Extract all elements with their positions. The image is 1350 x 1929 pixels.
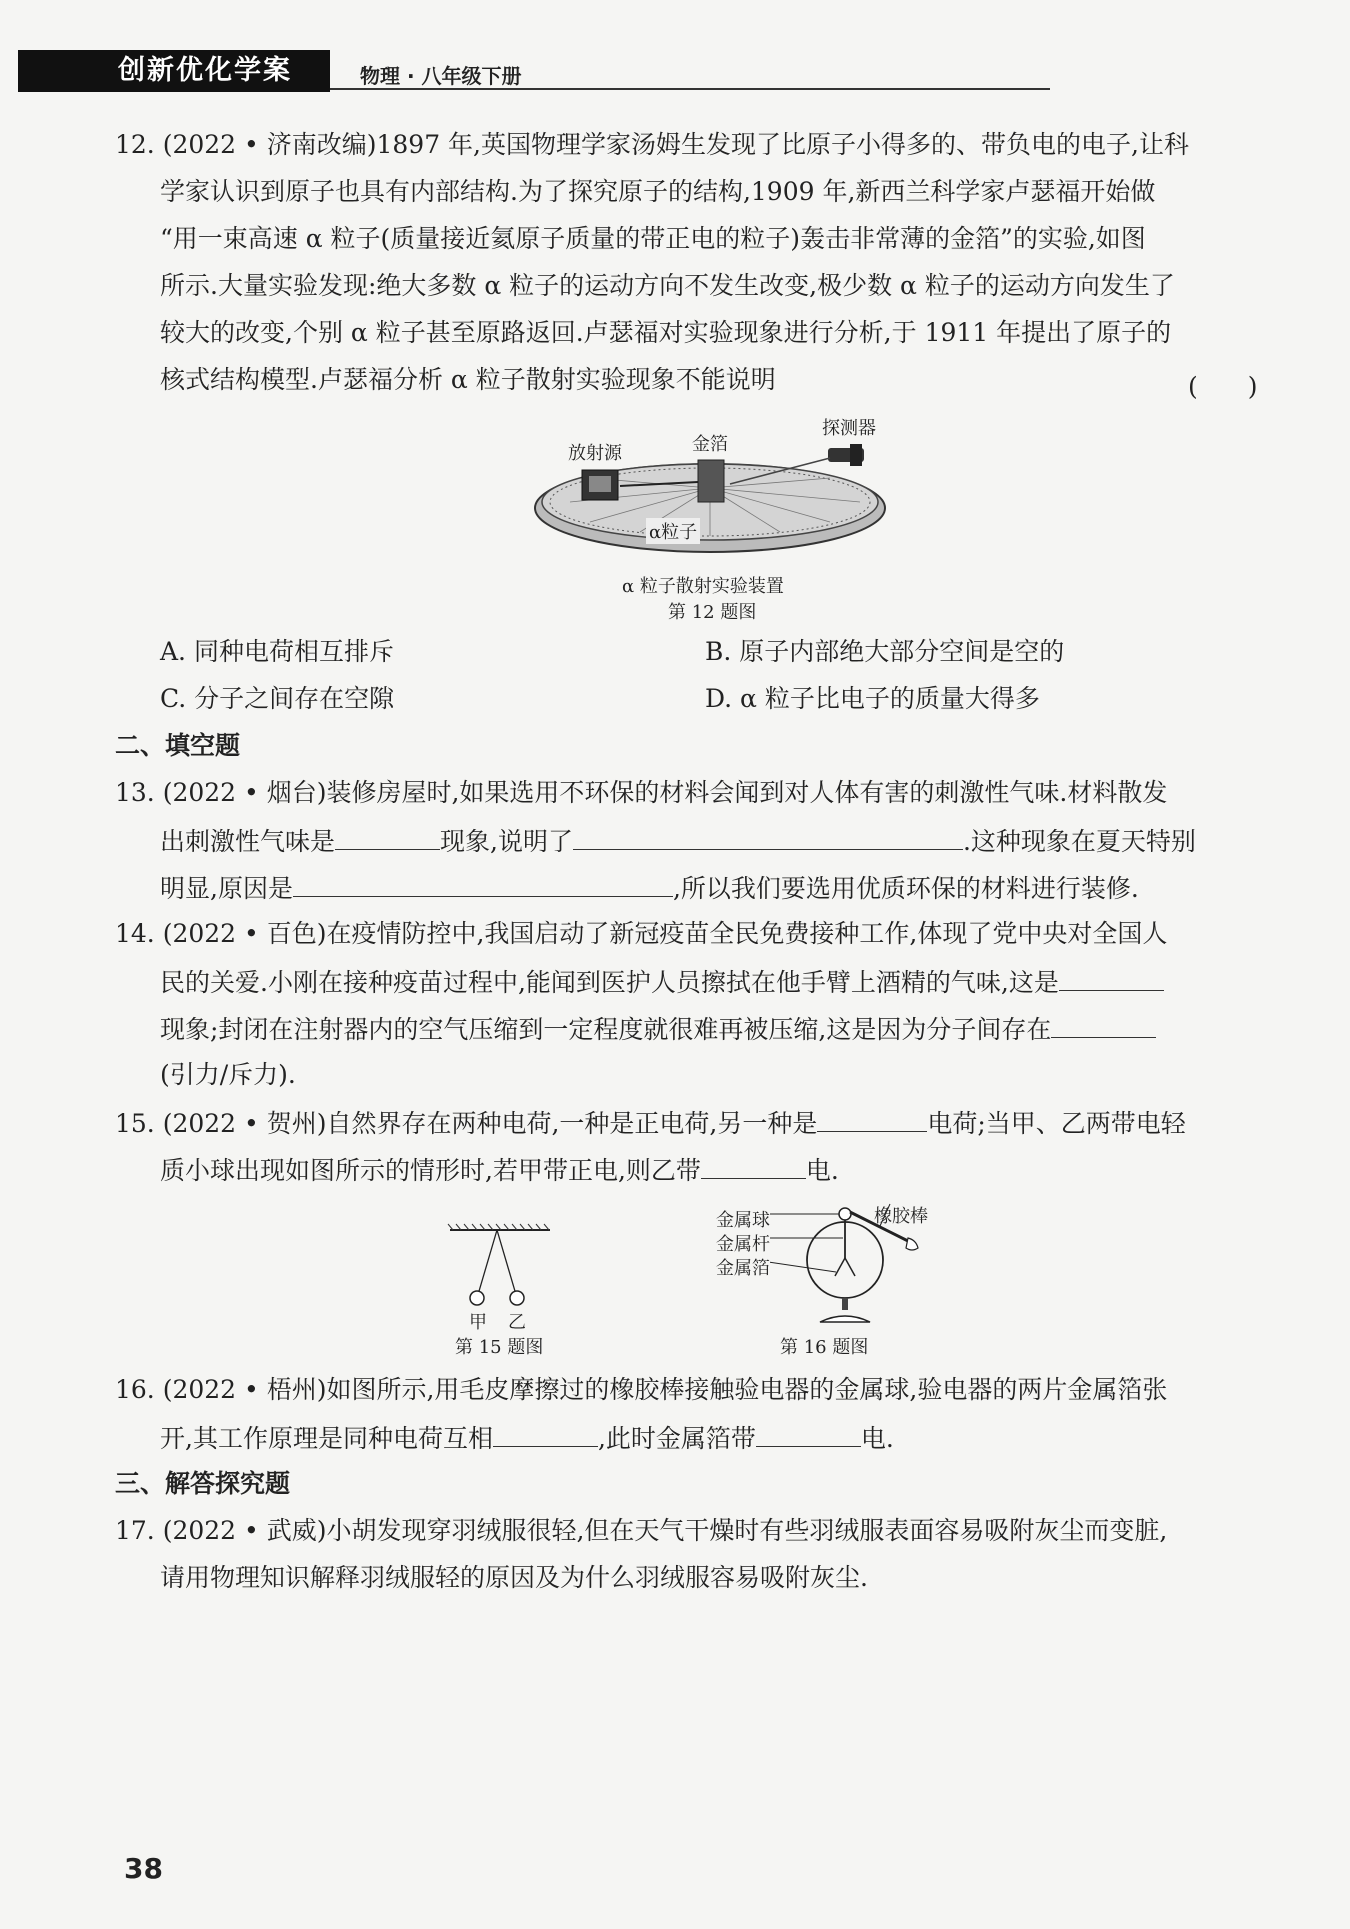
q14-line-1: 14. (2022 • 百色)在疫情防控中,我国启动了新冠疫苗全民免费接种工作,体现了党中央对全国人 (115, 919, 1168, 948)
alpha-particle-label: α粒子 (646, 518, 700, 544)
detector-label: 探测器 (822, 418, 876, 439)
q13-text-d: 明显,原因是 (160, 874, 293, 903)
q16-line-1: 16. (2022 • 梧州)如图所示,用毛皮摩擦过的橡胶棒接触验电器的金属球,验电器的两片金属箔张 (115, 1375, 1168, 1404)
q15-text-c: 质小球出现如图所示的情形时,若甲带正电,则乙带 (160, 1156, 701, 1185)
q14-line-3 (160, 1013, 1156, 1045)
q13-line-2 (160, 825, 1196, 857)
q12-option-d: D. α 粒子比电子的质量大得多 (705, 684, 1040, 713)
ball-jia-label: 甲 (469, 1312, 487, 1333)
q12-option-a: A. 同种电荷相互排斥 (160, 637, 394, 666)
q12-line-6: 核式结构模型.卢瑟福分析 α 粒子散射实验现象不能说明 (160, 365, 776, 394)
q15-pith-balls-figure (445, 1218, 555, 1308)
q16-blank-2[interactable] (756, 1422, 861, 1447)
q13-text-e: ,所以我们要选用优质环保的材料进行装修. (672, 874, 1139, 903)
q12-answer-parentheses: ( ) (1188, 372, 1258, 401)
q16-text-b: ,此时金属箔带 (597, 1424, 756, 1453)
q15-text-a: 15. (2022 • 贺州)自然界存在两种电荷,一种是正电荷,另一种是 (115, 1109, 818, 1138)
q16-line-2 (160, 1422, 894, 1454)
q13-blank-1[interactable] (335, 825, 440, 850)
q13-line-3 (160, 872, 1139, 904)
q15-text-b: 电荷;当甲、乙两带电轻 (927, 1109, 1186, 1138)
q14-text-a: 民的关爱.小刚在接种疫苗过程中,能闻到医护人员擦拭在他手臂上酒精的气味,这是 (160, 968, 1059, 997)
q12-option-c: C. 分子之间存在空隙 (160, 684, 395, 713)
section-answer-explore: 三、解答探究题 (115, 1469, 291, 1498)
q12-line-5: 较大的改变,个别 α 粒子甚至原路返回.卢瑟福对实验现象进行分析,于 1911 年提出了原子的 (160, 318, 1172, 347)
metal-rod-label: 金属杆 (716, 1234, 770, 1255)
q12-line-1: 12. (2022 • 济南改编)1897 年,英国物理学家汤姆生发现了比原子小得多的、带负电的电子,让科 (115, 130, 1189, 159)
rubber-rod-label: 橡胶棒 (874, 1206, 928, 1227)
q12-line-2: 学家认识到原子也具有内部结构.为了探究原子的结构,1909 年,新西兰科学家卢瑟福开始做 (160, 177, 1156, 206)
gold-foil-label: 金箔 (692, 434, 728, 455)
q13-blank-3[interactable] (293, 872, 673, 897)
q16-blank-1[interactable] (493, 1422, 598, 1447)
q12-figure-number: 第 12 题图 (668, 602, 757, 623)
q12-line-4: 所示.大量实验发现:绝大多数 α 粒子的运动方向不发生改变,极少数 α 粒子的运动方向发生了 (160, 271, 1175, 300)
q14-line-4: (引力/斥力). (160, 1060, 296, 1089)
q13-text-c: .这种现象在夏天特别 (962, 827, 1196, 856)
radiation-source-label: 放射源 (568, 443, 622, 464)
subject-title: 物理 · 八年级下册 (360, 64, 522, 88)
q14-text-b: 现象;封闭在注射器内的空气压缩到一定程度就很难再被压缩,这是因为分子间存在 (160, 1015, 1052, 1044)
q16-text-a: 开,其工作原理是同种电荷互相 (160, 1424, 493, 1453)
q12-line-3: “用一束高速 α 粒子(质量接近氦原子质量的带正电的粒子)轰击非常薄的金箔”的实验,如图 (160, 224, 1146, 253)
section-fill-in-blank: 二、填空题 (115, 731, 241, 760)
q16-text-c: 电. (860, 1424, 894, 1453)
q13-text-a: 出刺激性气味是 (160, 827, 336, 856)
q15-line-2 (160, 1154, 839, 1186)
q16-figure-caption: 第 16 题图 (780, 1337, 869, 1358)
header-rule (330, 88, 1050, 90)
ball-yi-label: 乙 (508, 1312, 526, 1333)
q15-figure-caption: 第 15 题图 (455, 1337, 544, 1358)
q14-blank-2[interactable] (1051, 1013, 1156, 1038)
q13-line-1: 13. (2022 • 烟台)装修房屋时,如果选用不环保的材料会闻到对人体有害的刺激性气味.材料散发 (115, 778, 1168, 807)
metal-foil-label: 金属箔 (716, 1258, 770, 1279)
metal-ball-label: 金属球 (716, 1210, 770, 1231)
brand-banner: 创新优化学案 (18, 50, 330, 92)
q15-blank-2[interactable] (701, 1154, 806, 1179)
q13-blank-2[interactable] (573, 825, 963, 850)
q15-blank-1[interactable] (817, 1107, 927, 1132)
q12-option-b: B. 原子内部绝大部分空间是空的 (705, 637, 1065, 666)
q12-figure-caption: α 粒子散射实验装置 (622, 576, 784, 597)
q17-line-2: 请用物理知识解释羽绒服轻的原因及为什么羽绒服容易吸附灰尘. (160, 1563, 868, 1592)
page-number: 38 (124, 1852, 163, 1885)
q14-line-2 (160, 966, 1164, 998)
q14-blank-1[interactable] (1059, 966, 1164, 991)
q17-line-1: 17. (2022 • 武威)小胡发现穿羽绒服很轻,但在天气干燥时有些羽绒服表面容易吸附灰尘而变脏, (115, 1516, 1168, 1545)
q15-line-1 (115, 1107, 1186, 1139)
q13-text-b: 现象,说明了 (440, 827, 573, 856)
q15-text-d: 电. (805, 1156, 839, 1185)
